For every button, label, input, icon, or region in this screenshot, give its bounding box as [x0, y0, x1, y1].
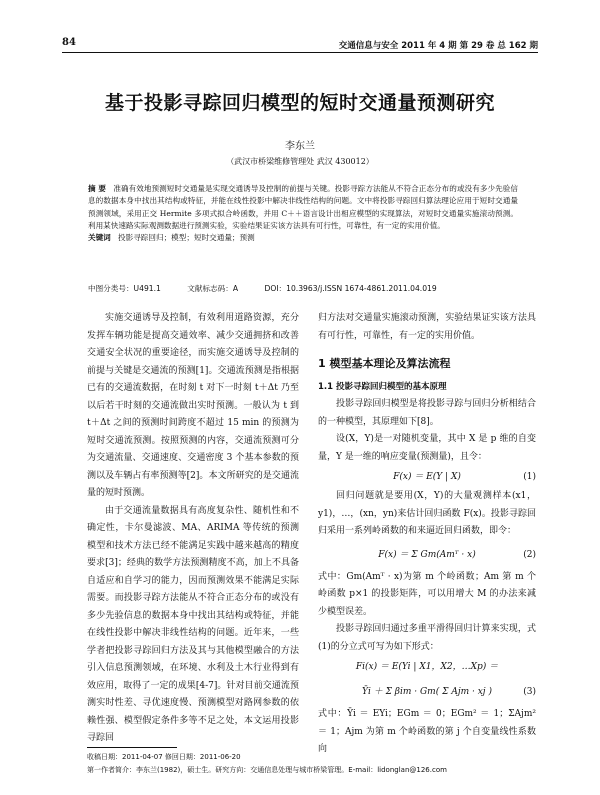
equation-3-line-1 [318, 656, 536, 678]
left-column [87, 310, 299, 748]
paragraph: 投影寻踪回归通过多重平滑得回归计算来实现，式(1)的分立式可写为如下形式： [318, 624, 536, 652]
abstract-text: 准确有效地预测短时交通量是实现交通诱导及控制的前提与关键。投影寻踪方法能从不符合正态分布的或没有多少先验信息的数据本身中找出其结构或特征，并能在线性投影中解决非线性结构的问题。文中将投影寻踪回归算法理论应用于短时交通量预测领域，采用正交 Hermite 多项式拟合岭函数，并用 C＋＋语言设计出相应模型的实现算法，对短时交通量实施滚动预测。利用某快速路实际观测数据进行预测实验，实验结果证实该方法具有可行性，可靠性，有一定的实用价值。 [88, 184, 518, 230]
running-header [62, 37, 538, 53]
equation-2-number: (2) [523, 549, 536, 560]
equation-3-line-2 [318, 678, 536, 706]
keywords-text: 投影寻踪回归；模型；短时交通量；预测 [118, 233, 255, 243]
equation-1-number: (1) [523, 472, 536, 482]
paragraph: 投影寻踪回归模型是将投影寻踪与回归分析相结合的一种模型，其原理如下[8]。 [318, 399, 536, 427]
clc-number: 中图分类号：U491.1 [88, 284, 161, 293]
author-name: 李东兰 [285, 141, 315, 152]
equation-2-body: F(x) ＝ Σ Gm(Amᵀ · x) [378, 549, 476, 560]
classification-line [88, 283, 518, 294]
subsection-heading: 1.1 投影寻踪回归模型的基本原理 [318, 382, 447, 392]
paper-title: 基于投影寻踪回归模型的短时交通量预测研究 [104, 92, 495, 114]
paragraph: 实施交通诱导及控制，有效利用道路资源，充分发挥车辆功能是提高交通效率、减少交通拥挤和改善交通安全状况的重要途径，而实施交通诱导及控制的前提与关键是交通流的预测[1]。交通流预测是指根据已有的交通流数据，在时刻 t 对下一时刻 t＋Δt 乃至以后若干时刻的交通流做出实时预测。一般认为 t 到 t＋Δt 之间的预测时间跨度不超过 15 min 的预测为短时交通流预测。按照预测的内容，交通流预测可分为交通流量、交通速度、交通密度 3 个基本参数的预测以及车辆占有率预测等[2]。本文所研究的是交通流量的短时预测。 [87, 313, 299, 498]
footnote-divider [87, 747, 177, 748]
equation-2 [318, 541, 536, 569]
equation-1 [318, 466, 536, 488]
document-code: 文献标志码：A [187, 284, 239, 293]
paragraph: 由于交通流量数据具有高度复杂性、随机性和不确定性，卡尔曼滤波、MA、ARIMA 等传统的预测模型和技术方法已经不能满足实践中越来越高的精度要求[3]；经典的数学方法预测精度不高，加上不具备自适应和自学习的能力，因而预测效果不能满足实际需要。而投影寻踪方法能从不符合正态分布的或没有多少先验信息的数据本身中找出其结构或特征，并能在线性投影中解决非线性结构的问题。近年来，一些学者把投影寻踪回归方法及其与其他模型融合的方法引入信息预测领域，在环境、水利及土木行业得到有效应用，取得了一定的成果[4-7]。针对目前交通流预测实时性差、寻优速度慢、预测模型对路网参数的依赖性强、模型假定条件多等不足之处，本文运用投影寻踪回 [87, 505, 299, 743]
paragraph: 归方法对交通量实施滚动预测，实验结果证实该方法具有可行性，可靠性，有一定的实用价值。 [318, 313, 536, 341]
author-note: 第一作者简介：李东兰(1982)，硕士生。研究方向：交通信息处理与城市桥梁管理。E-mail：lidonglan@126.com [87, 766, 447, 774]
equation-3a-body: Fi(x) ＝ E(Yi | X1，X2，…Xp) ＝ [355, 662, 499, 672]
paragraph: 设(X，Y)是一对随机变量，其中 X 是 p 维的自变量，Y 是一维的响应变量(预测量)，且令： [318, 434, 536, 462]
journal-info: 交通信息与安全 2011 年 4 期 第 29 卷 总 162 期 [338, 41, 538, 51]
abstract-label: 摘 要 [88, 184, 106, 193]
abstract-block [88, 183, 518, 244]
equation-3-number: (3) [523, 687, 536, 697]
paragraph: 式中：Gm(Amᵀ · x)为第 m 个岭函数；Am 第 m 个岭函数 p×1 的投影矩阵，可以用增大 M 的办法来减少模型误差。 [318, 571, 536, 617]
affiliation: （武汉市桥梁维修管理处 武汉 430012） [226, 157, 374, 166]
section-heading: 1 模型基本理论及算法流程 [318, 357, 451, 370]
equation-3b-body: Ȳi ＋ Σ βim · Gm( Σ Ajm · xj ) [362, 687, 492, 697]
received-dates: 收稿日期：2011-04-07 修回日期：2011-06-20 [87, 753, 241, 761]
page-number: 84 [62, 37, 76, 48]
paragraph: 式中：Ȳi ＝ EYi；EGm ＝ 0；EGm² ＝ 1；ΣAjm² ＝ 1；Ajm 为第 m 个岭函数的第 j 个自变量线性系数向 [318, 709, 536, 754]
right-column [318, 310, 536, 759]
keywords-label: 关键词 [88, 233, 111, 243]
paragraph: 回归问题就是要用(X，Y)的大量观测样本(x1，y1)，…，(xn，yn)来估计回归函数 F(x)。投影寻踪回归采用一系列岭函数的和来逼近回归函数，即令： [318, 491, 536, 536]
doi: DOI：10.3963/j.ISSN 1674-4861.2011.04.019 [264, 284, 437, 293]
equation-1-body: F(x) ＝ E(Y | X) [393, 472, 461, 482]
